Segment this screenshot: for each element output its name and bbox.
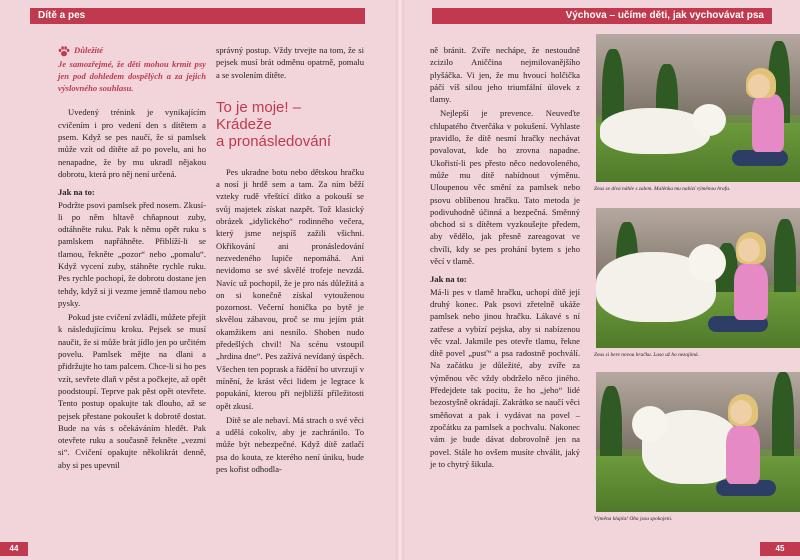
paragraph: správný postup. Vždy trvejte na tom, že si pejsek musí brát odměnu opatrně, pomalu a se svolením dítěte. [216,45,364,80]
paragraph: Má-li pes v tlamě hračku, uchopí dítě její druhý konec. Pak psovi zřetelně ukáže pamlsek nebo jinou hračku. Lákavé s ní zatřese a vybízí pejska, aby si nabízenou věc vzal. Jakmile pes otevře tlamu, řekne dítě povel „pusť“ a psa radostně pochválí. Na začátku je důležité, aby zvíře za výměnou věc vždy obdrželo něco jiného. Předejdete tak pocitu, že ho „jeho“ lidé bezostyšně okrádají. Zakrátko se naučí věci směňovat a pak i vydávat na povel – zpočátku za pamlsek a pochvalu. Nakonec vám je bude dávat dobrovolně jen na povel. Stále ho ovšem musíte chválit, jaký je to chytrý šikula. [430,286,580,469]
photo-caption: Výměna klapla! Oba jsou spokojeni. [594,516,673,522]
photo-2 [596,208,800,348]
page-number-left: 44 [0,542,28,556]
paw-print-icon [58,46,70,57]
running-header-right: Výchova – učíme děti, jak vychovávat psa [432,8,772,24]
how-to-label: Jak na to: [430,274,467,285]
running-header-left: Dítě a pes [30,8,365,24]
paragraph: ně bránit. Zvíře nechápe, že nestoudně zcizilo Aniččina nejmilovanějšího plyšáčka. Vi jen, že mu hvoucí holčička páčí víš silou jeho triumfální úlovek z tlamy. [430,45,580,105]
page-number-right: 45 [760,542,800,556]
paragraph: Dítě se ale nebaví. Má strach o své věci a udělá cokoliv, aby je zachránilo. To může být nebezpečné. Když dítě zatlačí psa do kouta, ze kterého není úniku, bude pes kořist odhodla- [216,414,364,475]
paragraph: Nejlepší je prevence. Neuveďte chlupatého čtverčáka v pokušení. Vyhlaste pravidlo, že dítě nesmí hračky nechávat povalovat, kde ho zrovna napadne. Ukořistí-li pes přesto něco nedovoleného, může mu dítě nabídnout výměnu. Uloupenou věc smění za pamlsek nebo psovu oblíbenou hračku. Tato metoda je podivuhodně účinná a bezpečná. Směnný obchod si s dítětem vyzkoušejte předem, aby vědělo, jak přesně zareagovat ve chvíli, kdy se pes prohání bytem s jeho věcí v tlamě. [430,108,580,267]
note-text: Je samozřejmé, že děti mohou krmit psy jen pod dohledem dospělých a za jejich výslovného souhlasu. [58,58,206,94]
paragraph: Podržte psovi pamlsek před nosem. Zkusí-li po něm hltavě chňapnout zuby, odtáhněte ruku. Pak k němu opět ruku s pamlskem napřáhněte. Přiblíží-li se tlamou, řekněte „pozor“ nebo „pomalu“. Když vycení zuby, stáhněte rychle ruku. Pes rychle pochopí, že dobrotu dostane jen tehdy, když si ji vezme jemně tlamou nebo pysky. [58,199,206,308]
how-to-label: Jak na to: [58,187,95,198]
paragraph: Pes ukradne botu nebo dětskou hračku a nosí ji hrdě sem a tam. Za ním běží vzteky rudě vřeštící dítko a pokouší se svůj majetek získat nazpět. Tož klasický obrázek „idylického“ rodinného večera, který jsme nejspíš zažili všichni. Okřikování ani pronásledování nezvedeného lupiče nepomáhá. Ani nevidomo se své skvělé trofeje nevzdá. Navíc už pochopil, že je pro nás důležitá a on si konečně získal vytouženou pozornost. Večerní honička po bytě je skvělou zábavou, proč se mu jejím ptát okamžikem ani nesnílo. Shoben nudo předešlých chvil! Na scénu vstoupil „hrdina dne“. Pes zažívá nevídaný úspěch. Všechen ten poprask a řádění ho utvrzují v mínění, že krást věci lidem je legrace k popukání, kterou při nejbližší příležitosti opět zkusí. [216,166,364,411]
photo-3 [596,372,800,512]
right-column [430,44,580,470]
photo-1 [596,34,800,182]
book-gutter [396,0,404,560]
note-label: Důležité [74,45,104,55]
left-column-2 [216,44,364,475]
note-box [58,44,206,94]
left-column-1 [58,44,206,471]
photo-caption: Zeus se dívá náhle s zalem. Malénka mu nabízí výměnou hrafu. [594,186,731,192]
paragraph: Pokud jste cvičení zvládli, můžete přejít k následujícímu kroku. Pejsek se musí naučit, že si může brát jídlo jen po určitém povelu. Pamlsek mějte na dlani a přidržujte ho tam palcem. Chce-li si ho pes vzít, sevřete dlaň v pěst a počkejte, až opět poodstoupí. Teprve pak pěst opět otevřete. Tento postup opakujte tak dlouho, až se pejsek přestane pokoušet k dobrotě dostat. Bude na vás s očekáváním hledět. Pak otevřete ruku a současně řekněte „vezmi si“. Cvičení opakujte několikrát denně, aby si pes upevnil [58,312,206,470]
photo-caption: Zeus si bere novou hračku. Laso už ho nezajímá. [594,352,699,358]
paragraph: Uvedený trénink je vynikajícím cvičením i pro vedení den s dítětem a psem. Když se pes naučí, že si pamlsek může vzít od dítěte až po povelu, ani ho nenapadne, že by mu ukradl nějakou dobrotu, která pro něj není určená. [58,107,206,179]
section-heading: To je moje! – Krádeže a pronásledování [216,98,332,150]
